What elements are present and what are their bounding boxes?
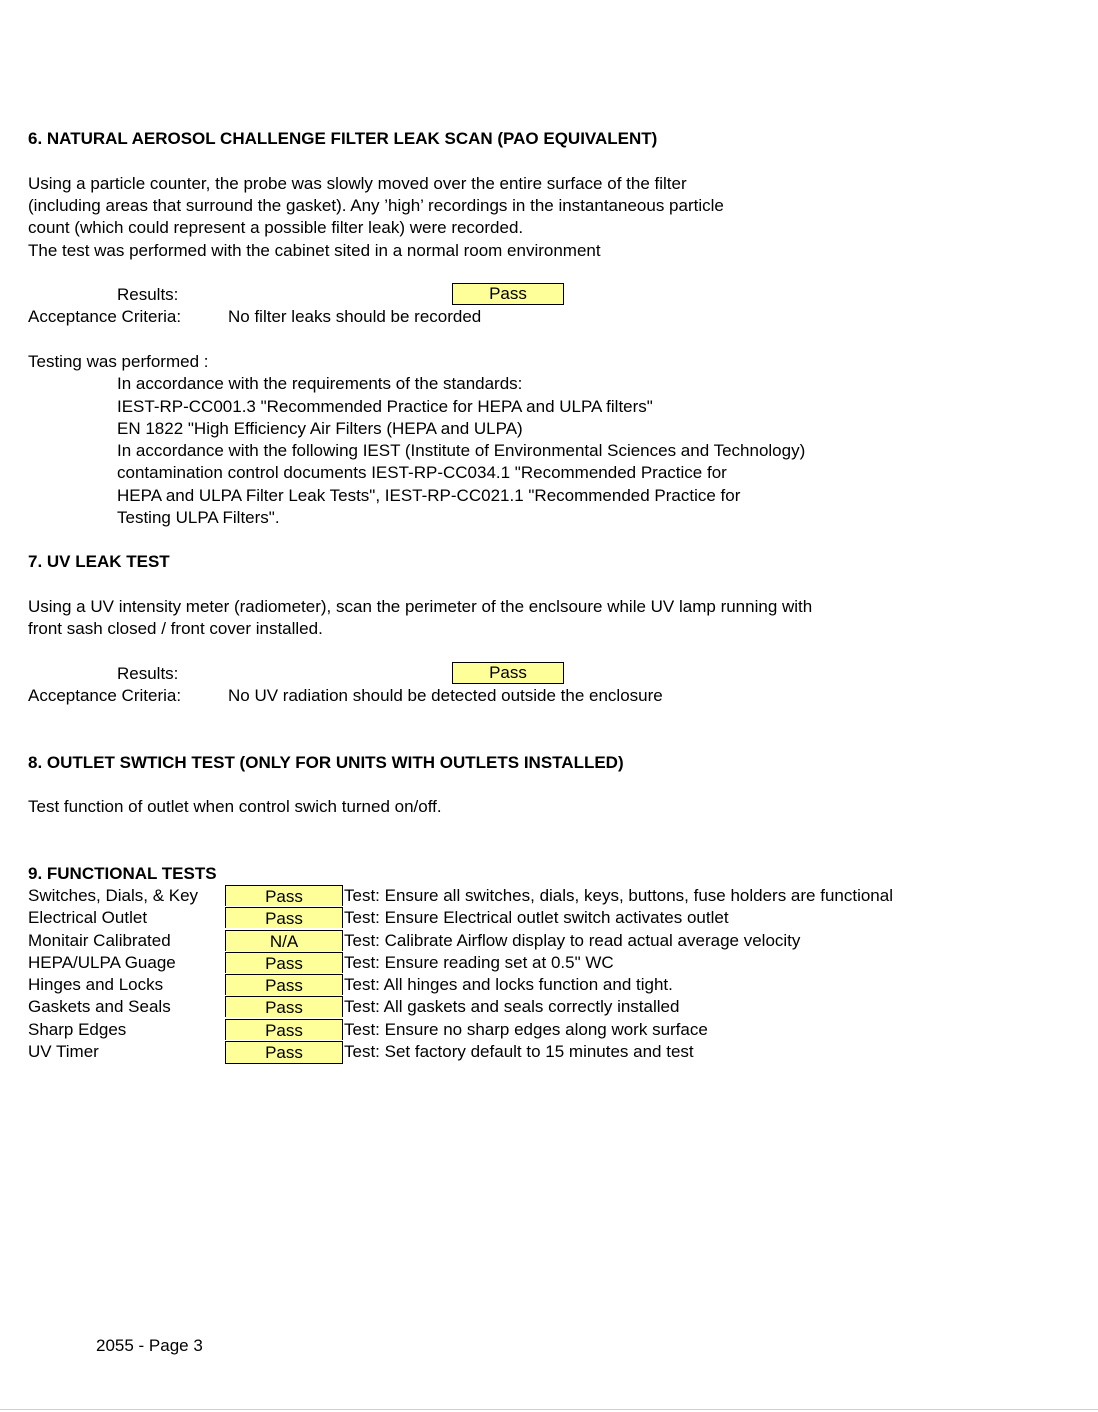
functional-test-result: Pass (225, 974, 343, 995)
functional-test-name: Electrical Outlet (28, 908, 148, 927)
section-6-paragraph-line: count (which could represent a possible filter leak) were recorded. (28, 218, 524, 237)
section-7-acceptance-text: No UV radiation should be detected outside the enclosure (228, 686, 663, 705)
functional-test-description: Test: Ensure Electrical outlet switch activates outlet (344, 908, 729, 927)
page-bottom-divider (0, 1409, 1098, 1410)
section-9-heading: 9. FUNCTIONAL TESTS (28, 864, 217, 883)
section-6-heading: 6. NATURAL AEROSOL CHALLENGE FILTER LEAK SCAN (PAO EQUIVALENT) (28, 129, 658, 148)
section-6-testing-line: In accordance with the requirements of the standards: (117, 374, 523, 393)
functional-test-name: UV Timer (28, 1042, 99, 1061)
functional-test-name: Hinges and Locks (28, 975, 164, 994)
section-8-heading: 8. OUTLET SWTICH TEST (ONLY FOR UNITS WITH OUTLETS INSTALLED) (28, 753, 624, 772)
section-6-result-box: Pass (452, 283, 564, 305)
functional-test-name: Gaskets and Seals (28, 997, 171, 1016)
section-7-result-box: Pass (452, 662, 564, 684)
functional-test-description: Test: Ensure no sharp edges along work surface (344, 1020, 708, 1039)
section-8-paragraph: Test function of outlet when control swich turned on/off. (28, 797, 442, 816)
functional-test-result: N/A (225, 930, 343, 951)
functional-test-name: Sharp Edges (28, 1020, 127, 1039)
section-6-paragraph-line: Using a particle counter, the probe was slowly moved over the entire surface of the filter (28, 174, 687, 193)
section-7-heading: 7. UV LEAK TEST (28, 552, 170, 571)
functional-test-description: Test: Ensure all switches, dials, keys, buttons, fuse holders are functional (344, 886, 893, 905)
functional-test-description: Test: Set factory default to 15 minutes and test (344, 1042, 694, 1061)
section-6-testing-label: Testing was performed : (28, 352, 209, 371)
functional-test-result: Pass (225, 907, 343, 928)
functional-test-result: Pass (225, 885, 343, 906)
functional-test-description: Test: Ensure reading set at 0.5" WC (344, 953, 614, 972)
section-7-paragraph-line: Using a UV intensity meter (radiometer), scan the perimeter of the enclsoure while UV lamp running with (28, 597, 813, 616)
section-7-results-label: Results: (117, 664, 179, 683)
section-6-results-label: Results: (117, 285, 179, 304)
section-6-acceptance-text: No filter leaks should be recorded (228, 307, 482, 326)
functional-test-description: Test: Calibrate Airflow display to read actual average velocity (344, 931, 801, 950)
section-6-testing-line: HEPA and ULPA Filter Leak Tests", IEST-RP-CC021.1 "Recommended Practice for (117, 486, 741, 505)
functional-test-name: Monitair Calibrated (28, 931, 171, 950)
functional-test-name: Switches, Dials, & Key (28, 886, 199, 905)
functional-test-result: Pass (225, 952, 343, 973)
section-7-acceptance-label: Acceptance Criteria: (28, 686, 182, 705)
section-6-testing-line: In accordance with the following IEST (Institute of Environmental Sciences and Technology) (117, 441, 806, 460)
section-6-testing-line: Testing ULPA Filters". (117, 508, 280, 527)
functional-test-description: Test: All hinges and locks function and tight. (344, 975, 673, 994)
functional-test-description: Test: All gaskets and seals correctly installed (344, 997, 680, 1016)
section-6-testing-line: IEST-RP-CC001.3 "Recommended Practice for HEPA and ULPA filters" (117, 397, 653, 416)
section-6-paragraph-line: The test was performed with the cabinet sited in a normal room environment (28, 241, 601, 260)
section-6-testing-line: EN 1822 "High Efficiency Air Filters (HEPA and ULPA) (117, 419, 523, 438)
section-6-testing-line: contamination control documents IEST-RP-CC034.1 "Recommended Practice for (117, 463, 727, 482)
section-6-acceptance-label: Acceptance Criteria: (28, 307, 182, 326)
functional-test-result: Pass (225, 1041, 343, 1064)
functional-test-result: Pass (225, 996, 343, 1017)
functional-test-name: HEPA/ULPA Guage (28, 953, 176, 972)
page-number-footer: 2055 - Page 3 (96, 1336, 203, 1355)
functional-test-result: Pass (225, 1019, 343, 1040)
section-7-paragraph-line: front sash closed / front cover installed. (28, 619, 323, 638)
section-6-paragraph-line: (including areas that surround the gasket). Any ’high’ recordings in the instantaneous particle (28, 196, 724, 215)
